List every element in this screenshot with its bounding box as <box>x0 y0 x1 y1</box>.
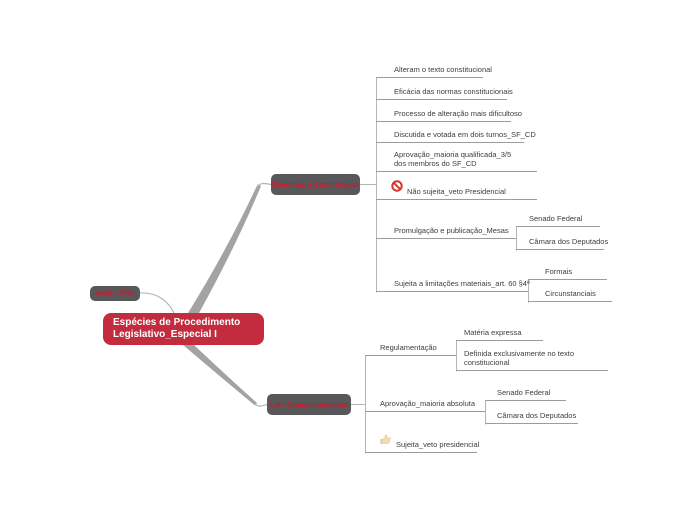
leaf-label: Sujeita_veto presidencial <box>396 440 480 449</box>
leaf-label: Não sujeita_veto Presidencial <box>407 187 506 196</box>
leaf-camara-deputados-top[interactable] <box>516 232 609 250</box>
no-entry-icon <box>391 179 403 197</box>
leaf-label: Eficácia das normas constitucionais <box>394 87 513 96</box>
branch-node-emendas-constituicao[interactable] <box>271 174 360 195</box>
root-label: Espécies de Procedimento Legislativo_Especial I <box>113 316 241 340</box>
branch-node-leis-complementares[interactable] <box>267 394 351 415</box>
leaf-label: Senado Federal <box>529 214 583 223</box>
leaf-label: Regulamentação <box>380 343 437 352</box>
leaf-eficacia-normas[interactable] <box>376 82 513 100</box>
leaf-limitacoes-materiais[interactable] <box>376 274 528 292</box>
root-node[interactable] <box>103 313 264 345</box>
leaf-alteram-texto[interactable] <box>376 60 492 78</box>
leaf-senado-federal-bottom[interactable] <box>485 383 566 401</box>
leaf-senado-federal-top[interactable] <box>516 209 600 227</box>
leaf-label: Discutida e votada em dois turnos_SF_CD <box>394 130 536 139</box>
leaf-label: Definida exclusivamente no texto constitucional <box>464 349 575 367</box>
leaf-materia-expressa[interactable] <box>456 323 543 341</box>
leaf-promulgacao-publicacao[interactable] <box>376 221 516 239</box>
leaf-formais[interactable] <box>528 262 607 280</box>
leaf-label: Aprovação_maioria absoluta <box>380 399 476 408</box>
annotation-node-art59[interactable] <box>90 286 140 301</box>
thumbs-up-icon <box>379 432 392 450</box>
leaf-label: Formais <box>545 267 573 276</box>
leaf-label: Processo de alteração mais dificultoso <box>394 109 522 118</box>
leaf-label: Senado Federal <box>497 388 551 397</box>
leaf-label: Alteram o texto constitucional <box>394 65 492 74</box>
leaf-circunstanciais[interactable] <box>528 284 612 302</box>
leaf-camara-deputados-bottom[interactable] <box>485 406 578 424</box>
leaf-processo-alteracao[interactable] <box>376 104 522 122</box>
leaf-regulamentacao[interactable] <box>365 338 456 356</box>
leaf-maioria-absoluta[interactable] <box>365 394 485 412</box>
leaf-label: Circunstanciais <box>545 289 596 298</box>
leaf-label: Câmara dos Deputados <box>497 411 577 420</box>
leaf-label: Promulgação e publicação_Mesas <box>394 226 509 235</box>
leaf-label: Matéria expressa <box>464 328 522 337</box>
leaf-label: Aprovação_maioria qualificada_3/5 dos membros do SF_CD <box>394 150 512 168</box>
leaf-label: Sujeita a limitações materiais_art. 60 §4ª <box>394 279 530 288</box>
leaf-dois-turnos[interactable] <box>376 125 536 143</box>
branch-label: Emendas à Constituição <box>271 180 360 189</box>
leaf-definida-exclusivamente[interactable] <box>456 345 608 371</box>
leaf-label: Câmara dos Deputados <box>529 237 609 246</box>
leaf-maioria-qualificada[interactable] <box>376 146 537 172</box>
annotation-label: art.59_CF/88 <box>95 290 135 297</box>
leaf-sujeita-veto[interactable] <box>365 435 480 453</box>
branch-label: Leis Complementares <box>270 400 348 409</box>
leaf-nao-sujeita-veto[interactable] <box>376 182 537 200</box>
